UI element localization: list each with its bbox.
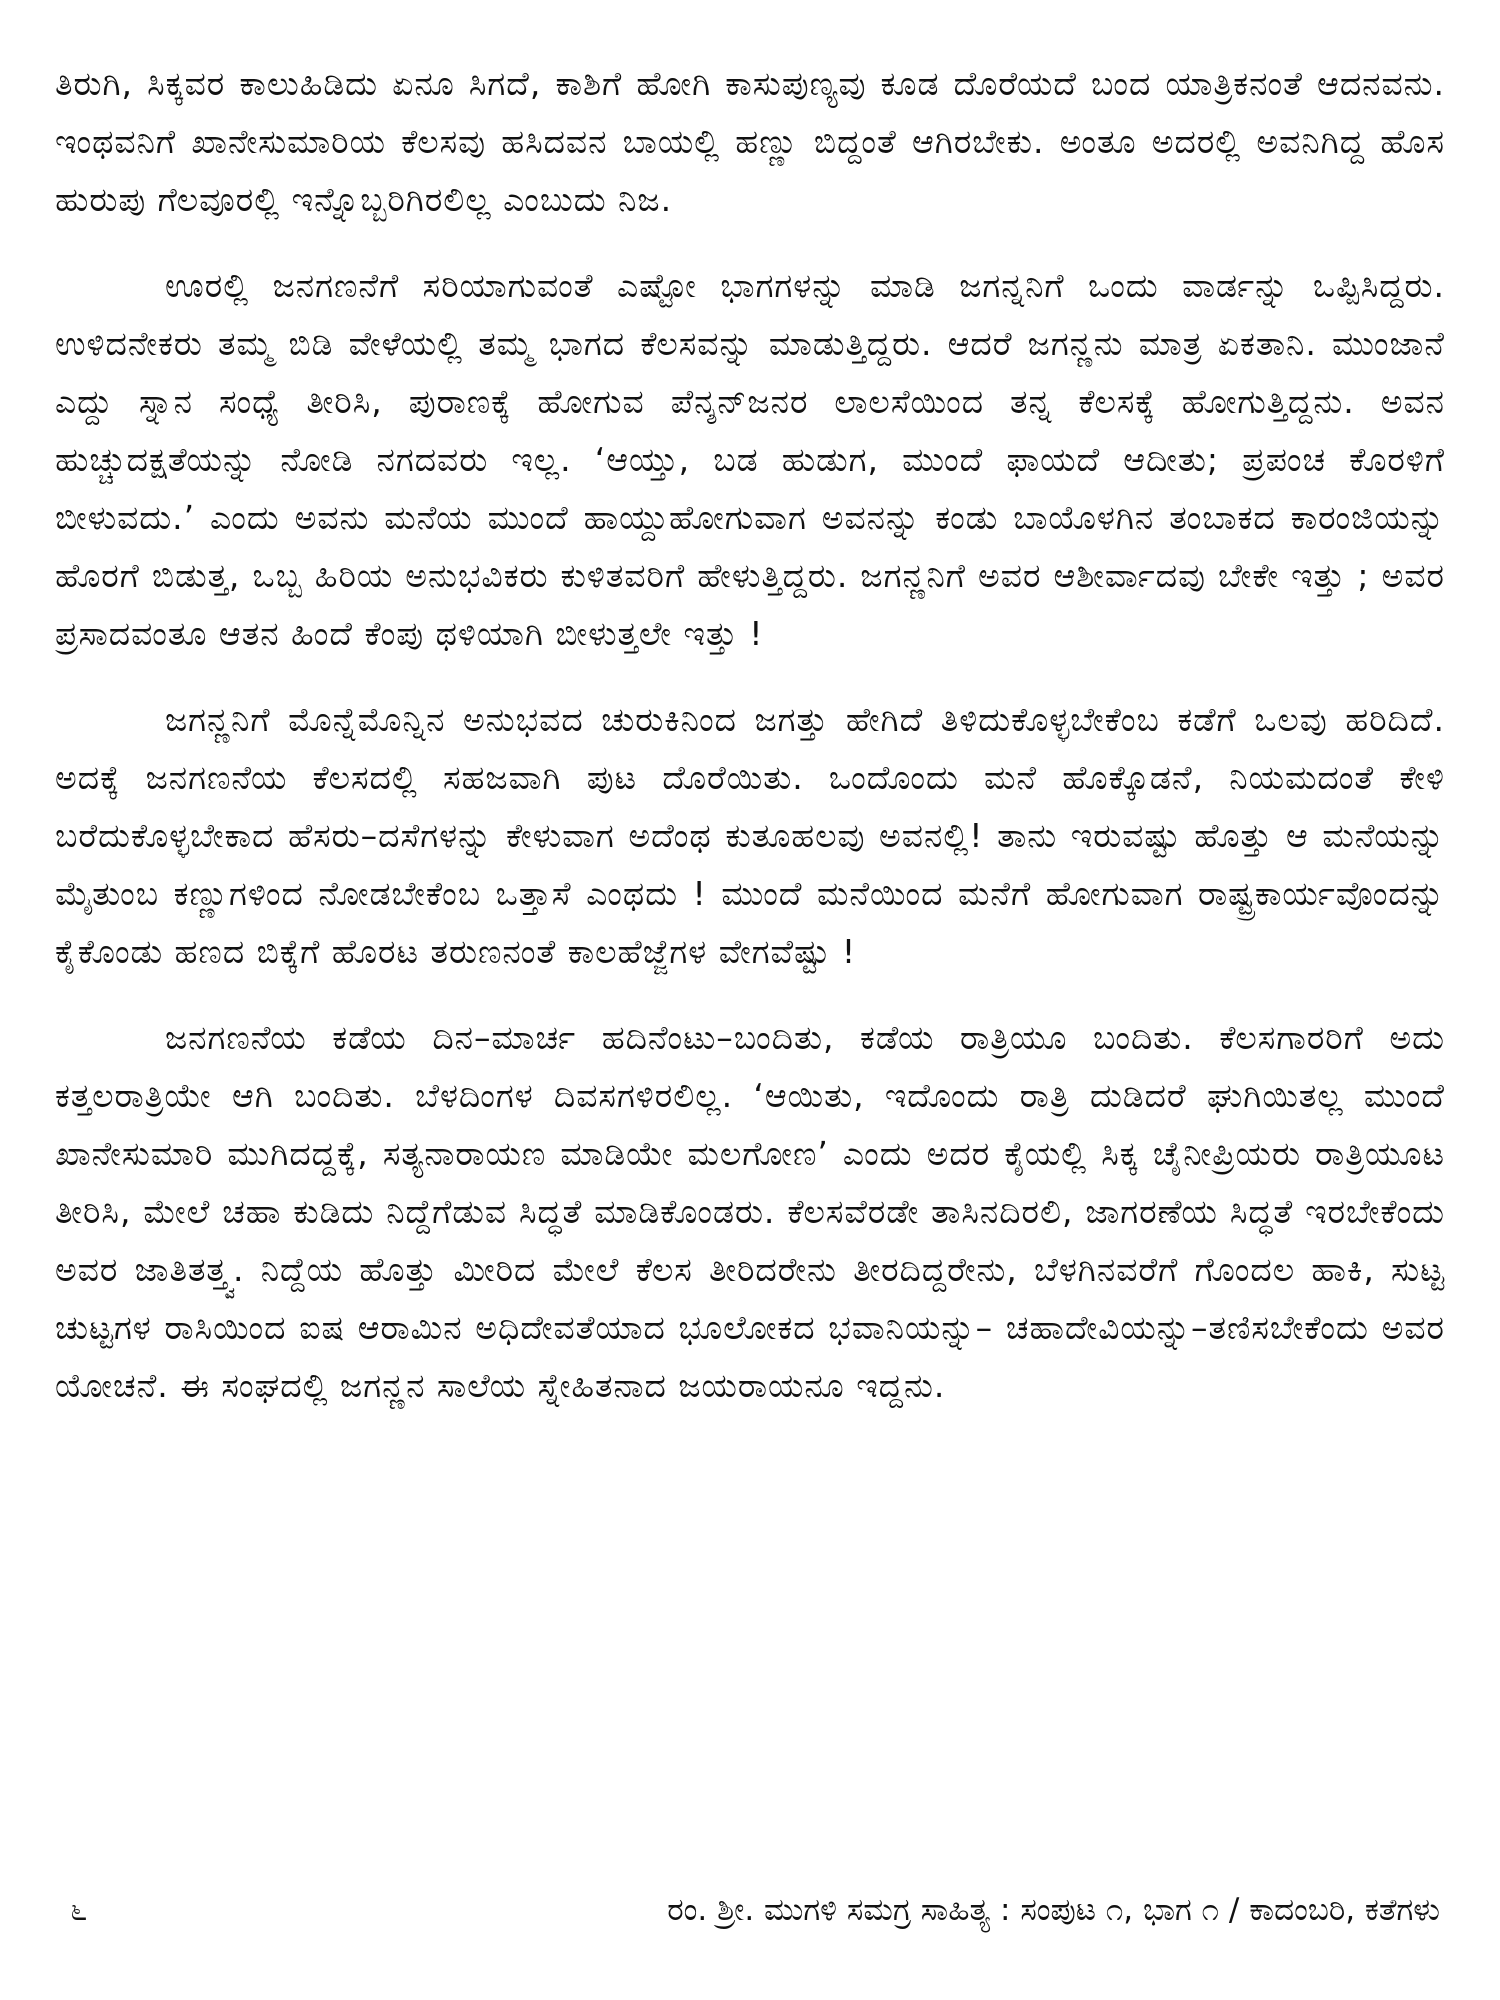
page-footer: [70, 1890, 1440, 1930]
paragraph-3: ಜಗನ್ಣನಿಗೆ ಮೊನ್ನೆಮೊನ್ನಿನ ಅನುಭವದ ಚುರುಕಿನಿಂದ ಜಗತ್ತು ಹೇಗಿದೆ ತಿಳಿದುಕೊಳ್ಳಬೇಕೆಂಬ ಕಡೆಗೆ ಒಲವು ಹರಿದಿದೆ. ಅದಕ್ಕೆ ಜನಗಣನೆಯ ಕೆಲಸದಲ್ಲಿ ಸಹಜವಾಗಿ ಪುಟ ದೊರೆಯಿತು. ಒಂದೊಂದು ಮನೆ ಹೊಕ್ಕೊಡನೆ, ನಿಯಮದಂತೆ ಕೇಳಿ ಬರೆದುಕೊಳ್ಳಬೇಕಾದ ಹೆಸರು–ದಸೆಗಳನ್ನು ಕೇಳುವಾಗ ಅದೆಂಥ ಕುತೂಹಲವು ಅವನಲ್ಲಿ! ತಾನು ಇರುವಷ್ಟು ಹೊತ್ತು ಆ ಮನೆಯನ್ನು ಮೈತುಂಬ ಕಣ್ಣುಗಳಿಂದ ನೋಡಬೇಕೆಂಬ ಒತ್ತಾಸೆ ಎಂಥದು ! ಮುಂದೆ ಮನೆಯಿಂದ ಮನೆಗೆ ಹೋಗುವಾಗ ರಾಷ್ಟ್ರಕಾರ್ಯವೊಂದನ್ನು ಕೈಕೊಂಡು ಹಣದ ಬಿಕ್ಕೆಗೆ ಹೊರಟ ತರುಣನಂತೆ ಕಾಲಹೆಜ್ಜೆಗಳ ವೇಗವೆಷ್ಟು !: [55, 700, 1445, 971]
paragraph-4: ಜನಗಣನೆಯ ಕಡೆಯ ದಿನ–ಮಾರ್ಚ ಹದಿನೆಂಟು–ಬಂದಿತು, ಕಡೆಯ ರಾತ್ರಿಯೂ ಬಂದಿತು. ಕೆಲಸಗಾರರಿಗೆ ಅದು ಕತ್ತಲರಾತ್ರಿಯೇ ಆಗಿ ಬಂದಿತು. ಬೆಳದಿಂಗಳ ದಿವಸಗಳಿರಲಿಲ್ಲ. ‘ಆಯಿತು, ಇದೊಂದು ರಾತ್ರಿ ದುಡಿದರೆ ಘುಗಿಯಿತಲ್ಲ ಮುಂದೆ ಖಾನೇಸುಮಾರಿ ಮುಗಿದದ್ದಕ್ಕೆ, ಸತ್ಯನಾರಾಯಣ ಮಾಡಿಯೇ ಮಲಗೋಣ’ ಎಂದು ಅದರ ಕೈಯಲ್ಲಿ ಸಿಕ್ಕ ಚೈನೀಪ್ರಿಯರು ರಾತ್ರಿಯೂಟ ತೀರಿಸಿ, ಮೇಲೆ ಚಹಾ ಕುಡಿದು ನಿದ್ದೆಗೆಡುವ ಸಿದ್ಧತೆ ಮಾಡಿಕೊಂಡರು. ಕೆಲಸವೆರಡೇ ತಾಸಿನದಿರಲಿ, ಜಾಗರಣೆಯ ಸಿದ್ಧತೆ ಇರಬೇಕೆಂದು ಅವರ ಜಾತಿತತ್ತ್ವ. ನಿದ್ದೆಯ ಹೊತ್ತು ಮೀರಿದ ಮೇಲೆ ಕೆಲಸ ತೀರಿದರೇನು ತೀರದಿದ್ದರೇನು, ಬೆಳಗಿನವರೆಗೆ ಗೊಂದಲ ಹಾಕಿ, ಸುಟ್ಟ ಚುಟ್ಟಗಳ ರಾಸಿಯಿಂದ ಐಷ ಆರಾಮಿನ ಅಧಿದೇವತೆಯಾದ ಭೂಲೋಕದ ಭವಾನಿಯನ್ನು– ಚಹಾದೇವಿಯನ್ನು–ತಣಿಸಬೇಕೆಂದು ಅವರ ಯೋಚನೆ. ಈ ಸಂಘದಲ್ಲಿ ಜಗನ್ಣನ ಸಾಲೆಯ ಸ್ನೇಹಿತನಾದ ಜಯರಾಯನೂ ಇದ್ದನು.: [55, 1018, 1445, 1405]
page-number: ೬: [70, 1892, 88, 1928]
paragraph-1: ತಿರುಗಿ, ಸಿಕ್ಕವರ ಕಾಲುಹಿಡಿದು ಏನೂ ಸಿಗದೆ, ಕಾಶಿಗೆ ಹೋಗಿ ಕಾಸುಪುಣ್ಯವು ಕೂಡ ದೊರೆಯದೆ ಬಂದ ಯಾತ್ರಿಕನಂತೆ ಆದನವನು. ಇಂಥವನಿಗೆ ಖಾನೇಸುಮಾರಿಯ ಕೆಲಸವು ಹಸಿದವನ ಬಾಯಲ್ಲಿ ಹಣ್ಣು ಬಿದ್ದಂತೆ ಆಗಿರಬೇಕು. ಅಂತೂ ಅದರಲ್ಲಿ ಅವನಿಗಿದ್ದ ಹೊಸ ಹುರುಪು ಗೆಲವೂರಲ್ಲಿ ಇನ್ನೊಬ್ಬರಿಗಿರಲಿಲ್ಲ ಎಂಬುದು ನಿಜ.: [55, 64, 1445, 219]
page-body: [55, 55, 1445, 1443]
book-title: ರಂ. ಶ್ರೀ. ಮುಗಳಿ ಸಮಗ್ರ ಸಾಹಿತ್ಯ : ಸಂಪುಟ ೧, ಭಾಗ ೧ / ಕಾದಂಬರಿ, ಕತೆಗಳು: [667, 1892, 1440, 1928]
paragraph-2: ಊರಲ್ಲಿ ಜನಗಣನೆಗೆ ಸರಿಯಾಗುವಂತೆ ಎಷ್ಟೋ ಭಾಗಗಳನ್ನು ಮಾಡಿ ಜಗನ್ನನಿಗೆ ಒಂದು ವಾರ್ಡನ್ನು ಒಪ್ಪಿಸಿದ್ದರು. ಉಳಿದನೇಕರು ತಮ್ಮ ಬಿಡಿ ವೇಳೆಯಲ್ಲಿ ತಮ್ಮ ಭಾಗದ ಕೆಲಸವನ್ನು ಮಾಡುತ್ತಿದ್ದರು. ಆದರೆ ಜಗನ್ಣನು ಮಾತ್ರ ಏಕತಾನಿ. ಮುಂಜಾನೆ ಎದ್ದು ಸ್ನಾನ ಸಂಧ್ಯೆ ತೀರಿಸಿ, ಪುರಾಣಕ್ಕೆ ಹೋಗುವ ಪೆನ್ಶನ್‌ಜನರ ಲಾಲಸೆಯಿಂದ ತನ್ನ ಕೆಲಸಕ್ಕೆ ಹೋಗುತ್ತಿದ್ದನು. ಅವನ ಹುಚ್ಚುದಕ್ಷತೆಯನ್ನು ನೋಡಿ ನಗದವರು ಇಲ್ಲ. ‘ಆಯ್ತು, ಬಡ ಹುಡುಗ, ಮುಂದೆ ಫಾಯದೆ ಆದೀತು; ಪ್ರಪಂಚ ಕೊರಳಿಗೆ ಬೀಳುವದು.’ ಎಂದು ಅವನು ಮನೆಯ ಮುಂದೆ ಹಾಯ್ದುಹೋಗುವಾಗ ಅವನನ್ನು ಕಂಡು ಬಾಯೊಳಗಿನ ತಂಬಾಕದ ಕಾರಂಜಿಯನ್ನು ಹೊರಗೆ ಬಿಡುತ್ತ, ಒಬ್ಬ ಹಿರಿಯ ಅನುಭವಿಕರು ಕುಳಿತವರಿಗೆ ಹೇಳುತ್ತಿದ್ದರು. ಜಗನ್ಣನಿಗೆ ಅವರ ಆಶೀರ್ವಾದವು ಬೇಕೇ ಇತ್ತು ; ಅವರ ಪ್ರಸಾದವಂತೂ ಆತನ ಹಿಂದೆ ಕೆಂಪು ಥಳಿಯಾಗಿ ಬೀಳುತ್ತಲೇ ಇತ್ತು !: [55, 266, 1445, 653]
